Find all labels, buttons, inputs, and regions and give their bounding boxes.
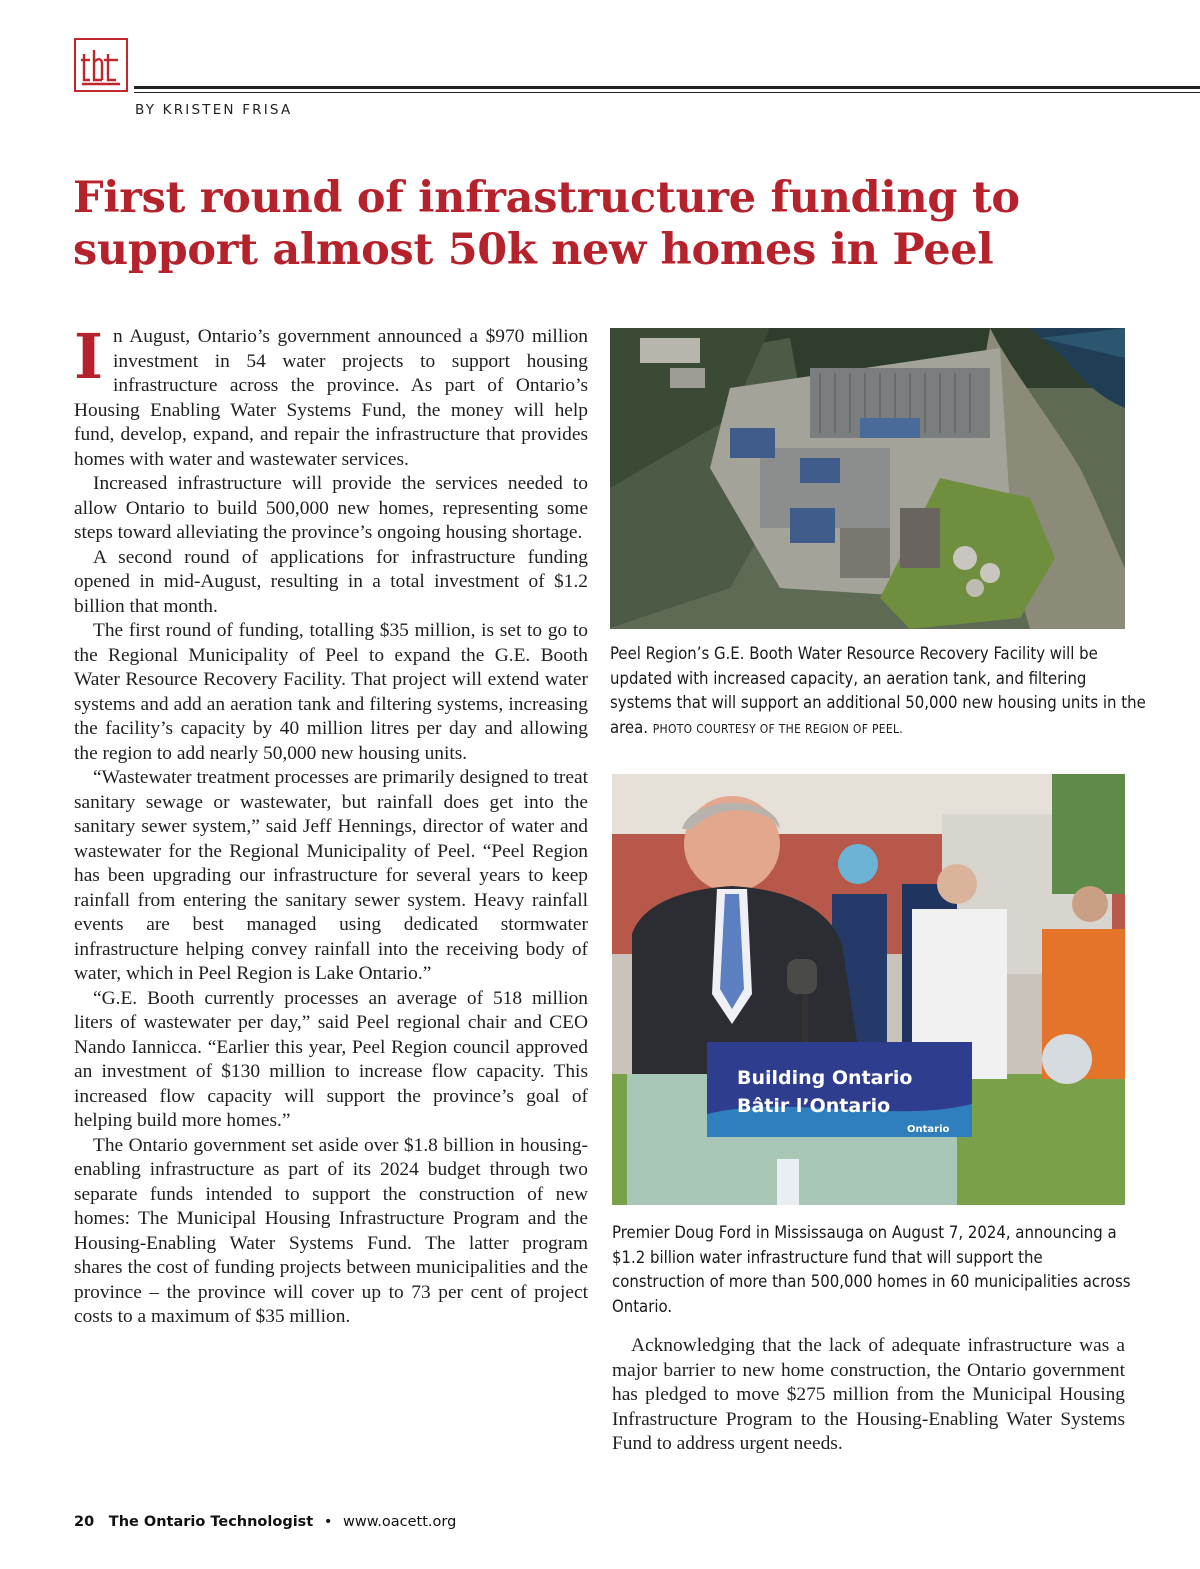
photo-credit: PHOTO COURTESY OF THE REGION OF PEEL. [652,721,904,736]
premier-photo-caption: Premier Doug Ford in Mississauga on August 7, 2024, announcing a $1.2 billion water infrastructure fund that will support the construction of more than 500,000 homes in 60 municipalities across Ontario. [612,1223,1131,1316]
article-body-left [74,320,588,1330]
header-rule-thin [134,92,1200,93]
podium-ontario-logo: Ontario [907,1124,950,1135]
podium-line-2: Bâtir l’Ontario [737,1095,891,1117]
website-link[interactable]: www.oacett.org [343,1514,457,1530]
body-paragraph: “G.E. Booth currently processes an average of 518 million liters of wastewater per day,” said Peel regional chair and CEO Nando Iannicca. “Earlier this year, Peel Region council approved an investment of $130 million to increase flow capacity. This increased flow capacity will support the province’s goal of helping build more homes.” [74,987,588,1131]
facility-photo-caption [610,642,1150,741]
caption-text: Peel Region’s G.E. Booth Water Resource Recovery Facility will be updated with increased capacity, an aeration tank, and filtering systems that will support an additional 50,000 new housing units in the area. [610,644,1146,737]
body-paragraph: A second round of applications for infrastructure funding opened in mid-August, resulting in a total investment of $1.2 billion that month. [74,546,588,617]
premier-press-conference-photo [612,774,1125,1205]
article-body-right [612,1334,1125,1457]
footer-separator: • [323,1514,333,1530]
article-headline: First round of infrastructure funding to support almost 50k new homes in Peel [73,173,1020,275]
magazine-name: The Ontario Technologist [108,1514,314,1530]
facility-aerial-image [610,328,1125,629]
closing-paragraph: Acknowledging that the lack of adequate infrastructure was a major barrier to new home construction, the Ontario government has pledged to move $275 million from the Municipal Housing Infrastructure Program to the Housing-Enabling Water Systems Fund to address urgent needs. [612,1335,1125,1454]
premier-photo-image [612,774,1125,1205]
body-paragraph: “Wastewater treatment processes are primarily designed to treat sanitary sewage or wastewater, but rainfall does get into the sanitary sewer system,” said Jeff Hennings, director of water and wastewater for the Regional Municipality of Peel. “Peel Region has been upgrading our infrastructure for several years to keep rainfall from entering the sanitary sewer system. Heavy rainfall events are best managed using dedicated stormwater infrastructure helping convey rainfall into the receiving body of water, which in Peel Region is Lake Ontario.” [74,767,588,984]
podium-line-1: Building Ontario [737,1067,913,1089]
page-footer [74,1514,456,1530]
lead-paragraph [74,320,588,472]
body-paragraph: Increased infrastructure will provide the services needed to allow Ontario to build 500,000 new homes, representing some steps toward alleviating the province’s ongoing housing shortage. [74,473,588,543]
body-paragraph: The first round of funding, totalling $35 million, is set to go to the Regional Municipality of Peel to expand the G.E. Booth Water Resource Recovery Facility. That project will extend water systems and add an aeration tank and filtering systems, increasing the facility’s capacity by 40 million litres per day and allowing the region to add nearly 50,000 new housing units. [74,620,588,764]
header-rule [134,86,1200,89]
facility-aerial-photo [610,328,1125,629]
body-paragraph: The Ontario government set aside over $1.8 billion in housing-enabling infrastructure as part of its 2024 budget through two separate funds intended to support the construction of new homes: The Municipal Housing Infrastructure Program and the Housing-Enabling Water Systems Fund. The latter program shares the cost of funding projects between municipalities and the province – the province will cover up to 73 per cent of project costs to a maximum of $35 million. [74,1134,588,1327]
byline: BY KRISTEN FRISA [135,102,293,118]
lead-paragraph-text: n August, Ontario’s government announced a $970 million investment in 54 water projects to support housing infrastructure across the province. As part of Ontario’s Housing Enabling Water Systems Fund, the money will help fund, develop, expand, and repair the infrastructure that provides homes with water and wastewater services. [74,326,588,470]
page-number: 20 [74,1514,95,1530]
ot-logo-icon [76,40,126,90]
magazine-logo [74,38,128,92]
drop-cap: I [74,320,104,393]
